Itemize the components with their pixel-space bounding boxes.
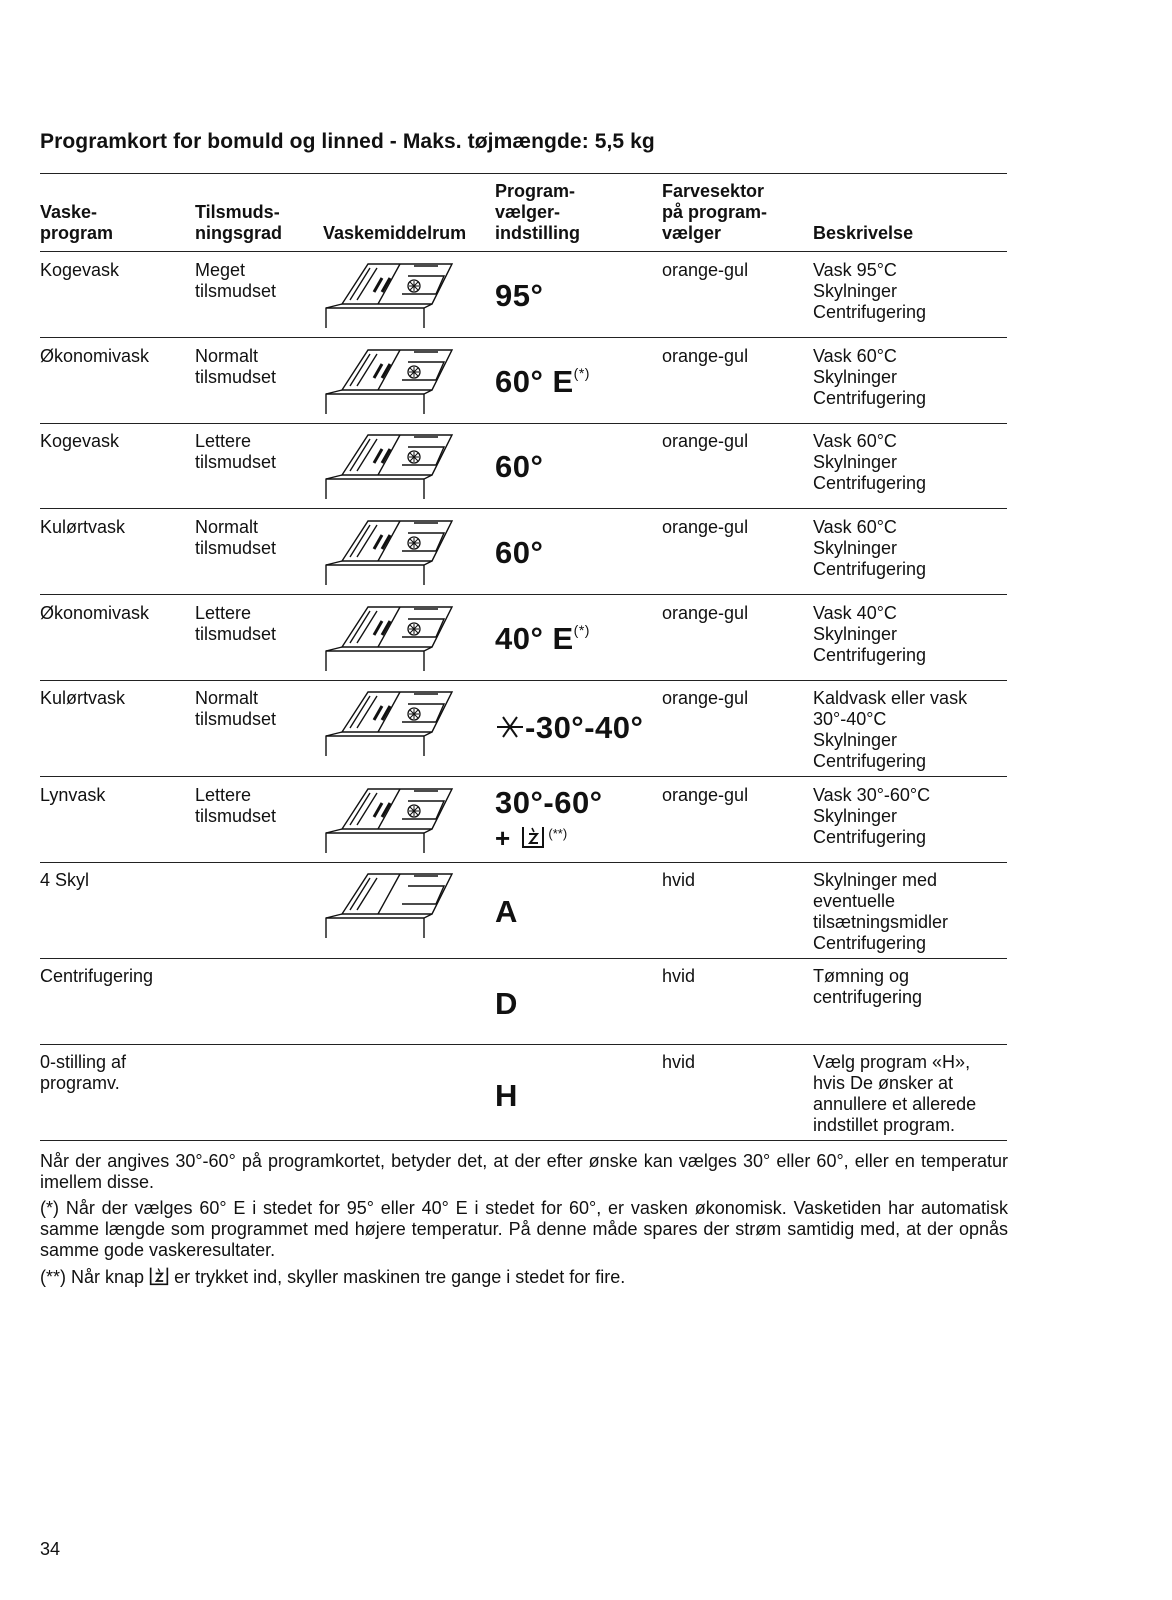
soil-level: Lettere tilsmudset xyxy=(195,431,277,472)
detergent-drawer-icon xyxy=(320,258,460,336)
detergent-drawer-icon xyxy=(320,686,460,764)
program-name: 4 Skyl xyxy=(40,870,90,890)
description: Skylninger med eventuelle tilsætningsmidler Centrifugering xyxy=(813,870,949,953)
selector-setting: 60° E(*) xyxy=(495,364,590,399)
color-sector: orange-gul xyxy=(662,688,749,708)
row-rule xyxy=(40,776,1007,777)
row-rule xyxy=(40,423,1007,424)
description: Vask 60°C Skylninger Centrifugering xyxy=(813,431,927,493)
rinse-button-icon xyxy=(149,1266,169,1286)
color-sector: orange-gul xyxy=(662,517,749,537)
soil-level: Lettere tilsmudset xyxy=(195,785,277,826)
selector-extra: + (**) xyxy=(495,823,568,853)
description: Vask 60°C Skylninger Centrifugering xyxy=(813,517,927,579)
row-rule xyxy=(40,508,1007,509)
cold-wash-icon xyxy=(495,714,525,740)
header-program: Vaske- program xyxy=(40,202,114,243)
program-name: Kulørtvask xyxy=(40,688,126,708)
header-rule xyxy=(40,251,1007,252)
description: Vask 95°C Skylninger Centrifugering xyxy=(813,260,927,322)
soil-level: Meget tilsmudset xyxy=(195,260,277,301)
header-color: Farvesektor på program- vælger xyxy=(662,181,768,243)
selector-setting: A xyxy=(495,894,518,929)
row-rule xyxy=(40,862,1007,863)
selector-setting: -30°-40° xyxy=(495,710,643,746)
program-name: Økonomivask xyxy=(40,346,150,366)
color-sector: orange-gul xyxy=(662,785,749,805)
header-description: Beskrivelse xyxy=(813,223,914,243)
page-number: 34 xyxy=(40,1539,61,1559)
detergent-drawer-icon xyxy=(320,344,460,422)
detergent-drawer-icon xyxy=(320,515,460,593)
description: Vask 30°-60°C Skylninger Centrifugering xyxy=(813,785,931,847)
description: Vask 40°C Skylninger Centrifugering xyxy=(813,603,927,665)
row-rule xyxy=(40,1044,1007,1045)
program-name: Centrifugering xyxy=(40,966,154,986)
program-name: Kogevask xyxy=(40,431,120,451)
selector-setting: 95° xyxy=(495,278,544,313)
program-name: 0-stilling af programv. xyxy=(40,1052,127,1093)
table-top-rule xyxy=(40,173,1007,174)
row-rule xyxy=(40,594,1007,595)
header-selector: Program- vælger- indstilling xyxy=(495,181,580,243)
row-rule xyxy=(40,680,1007,681)
description: Vælg program «H», hvis De ønsker at annullere et allerede indstillet program. xyxy=(813,1052,977,1135)
page-title: Programkort for bomuld og linned - Maks. tøjmængde: 5,5 kg xyxy=(40,130,655,153)
detergent-drawer-icon xyxy=(320,783,460,861)
program-name: Økonomivask xyxy=(40,603,150,623)
color-sector: hvid xyxy=(662,870,696,890)
color-sector: orange-gul xyxy=(662,431,749,451)
color-sector: orange-gul xyxy=(662,603,749,623)
rinse-button-icon xyxy=(521,825,545,849)
detergent-drawer-icon xyxy=(320,429,460,507)
color-sector: orange-gul xyxy=(662,260,749,280)
program-name: Kulørtvask xyxy=(40,517,126,537)
soil-level: Normalt tilsmudset xyxy=(195,517,277,558)
soil-level: Lettere tilsmudset xyxy=(195,603,277,644)
note-economy: (*) Når der vælges 60° E i stedet for 95° eller 40° E i stedet for 60°, er vasken økonomisk. Vasketiden har automatisk samme længde som programmet med højere temperatur. På denne måde spares der strøm samtidig med, at der opnås samme gode vaskeresultater. xyxy=(40,1198,1008,1260)
detergent-drawer-icon xyxy=(320,601,460,679)
description: Tømning og centrifugering xyxy=(813,966,923,1007)
selector-setting: 40° E(*) xyxy=(495,621,590,656)
row-rule xyxy=(40,337,1007,338)
color-sector: hvid xyxy=(662,966,696,986)
description: Vask 60°C Skylninger Centrifugering xyxy=(813,346,927,408)
selector-setting: 60° xyxy=(495,535,544,570)
color-sector: orange-gul xyxy=(662,346,749,366)
detergent-drawer-icon xyxy=(320,868,460,946)
footnotes xyxy=(40,1151,1008,1293)
selector-setting: H xyxy=(495,1078,518,1113)
description: Kaldvask eller vask 30°-40°C Skylninger Centrifugering xyxy=(813,688,968,771)
selector-setting: D xyxy=(495,986,518,1021)
selector-setting: 30°-60° xyxy=(495,785,603,820)
row-rule xyxy=(40,958,1007,959)
soil-level: Normalt tilsmudset xyxy=(195,346,277,387)
note-range: Når der angives 30°-60° på programkortet, betyder det, at der efter ønske kan vælges 30° eller 60°, eller en temperatur imellem disse. xyxy=(40,1151,1008,1192)
header-soil: Tilsmuds- ningsgrad xyxy=(195,202,283,243)
program-name: Kogevask xyxy=(40,260,120,280)
program-name: Lynvask xyxy=(40,785,106,805)
header-compartment: Vaskemiddelrum xyxy=(323,223,467,243)
soil-level: Normalt tilsmudset xyxy=(195,688,277,729)
selector-setting: 60° xyxy=(495,449,544,484)
note-rinse: (**) Når knap er trykket ind, skyller maskinen tre gange i stedet for fire. xyxy=(40,1267,626,1287)
color-sector: hvid xyxy=(662,1052,696,1072)
table-bottom-rule xyxy=(40,1140,1007,1141)
